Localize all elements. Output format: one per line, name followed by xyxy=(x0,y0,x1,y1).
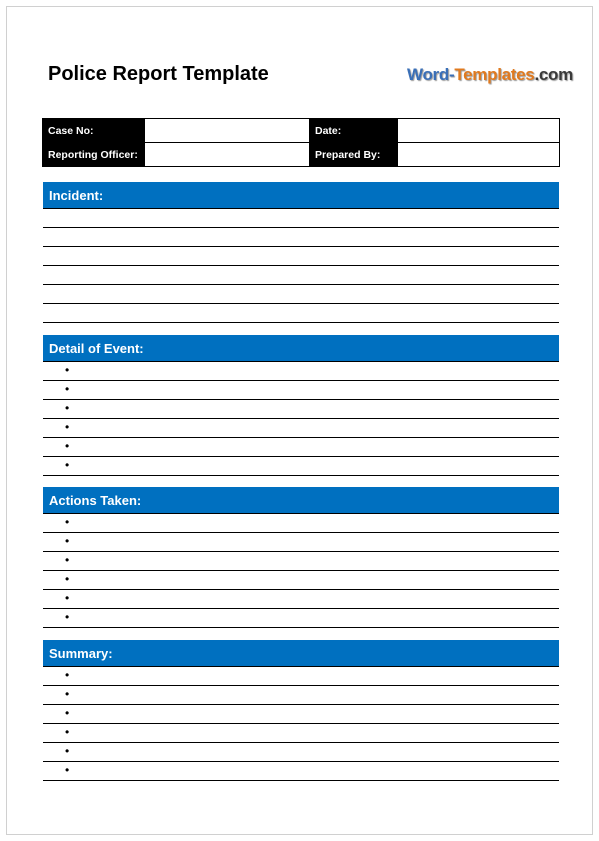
case-no-field[interactable] xyxy=(145,119,310,143)
bullet: • xyxy=(65,610,70,624)
bullet-line[interactable] xyxy=(43,514,559,533)
bullet-line[interactable] xyxy=(43,362,559,381)
bullet: • xyxy=(65,706,70,720)
bullet-line[interactable] xyxy=(43,762,559,781)
prepared-by-label: Prepared By: xyxy=(310,143,398,167)
brand-logo xyxy=(407,64,573,86)
logo-com: .com xyxy=(534,65,573,84)
bullet-line[interactable] xyxy=(43,438,559,457)
bullet-line[interactable] xyxy=(43,457,559,476)
bullet-line[interactable] xyxy=(43,400,559,419)
entry-line[interactable] xyxy=(43,285,559,304)
bullet-line[interactable] xyxy=(43,419,559,438)
bullet: • xyxy=(65,572,70,586)
bullet: • xyxy=(65,591,70,605)
bullet: • xyxy=(65,725,70,739)
date-label: Date: xyxy=(310,119,398,143)
entry-line[interactable] xyxy=(43,209,559,228)
bullet: • xyxy=(65,763,70,777)
section-actions-taken xyxy=(43,487,559,628)
bullet-line[interactable] xyxy=(43,533,559,552)
entry-line[interactable] xyxy=(43,247,559,266)
logo-templates: Templates xyxy=(454,65,535,84)
bullet: • xyxy=(65,687,70,701)
logo-dash: - xyxy=(448,65,455,84)
prepared-by-field[interactable] xyxy=(398,143,560,167)
bullet: • xyxy=(65,515,70,529)
section-heading: Actions Taken: xyxy=(43,487,559,514)
entry-line[interactable] xyxy=(43,228,559,247)
bullet-line[interactable] xyxy=(43,686,559,705)
bullet: • xyxy=(65,534,70,548)
bullet-line[interactable] xyxy=(43,381,559,400)
bullet: • xyxy=(65,420,70,434)
reporting-officer-field[interactable] xyxy=(145,143,310,167)
entry-line[interactable] xyxy=(43,304,559,323)
document-title: Police Report Template xyxy=(48,63,269,85)
reporting-officer-label: Reporting Officer: xyxy=(43,143,145,167)
bullet: • xyxy=(65,744,70,758)
entry-line[interactable] xyxy=(43,266,559,285)
bullet: • xyxy=(65,439,70,453)
bullet: • xyxy=(65,382,70,396)
bullet: • xyxy=(65,363,70,377)
logo-word: Word xyxy=(407,65,449,84)
bullet: • xyxy=(65,401,70,415)
section-summary xyxy=(43,640,559,781)
report-info-table xyxy=(42,118,560,167)
bullet-line[interactable] xyxy=(43,590,559,609)
bullet-line[interactable] xyxy=(43,552,559,571)
bullet: • xyxy=(65,553,70,567)
section-heading: Detail of Event: xyxy=(43,335,559,362)
case-no-label: Case No: xyxy=(43,119,145,143)
bullet: • xyxy=(65,458,70,472)
bullet: • xyxy=(65,668,70,682)
section-incident xyxy=(43,182,559,323)
section-detail-of-event xyxy=(43,335,559,476)
bullet-line[interactable] xyxy=(43,724,559,743)
bullet-line[interactable] xyxy=(43,667,559,686)
date-field[interactable] xyxy=(398,119,560,143)
section-heading: Summary: xyxy=(43,640,559,667)
bullet-line[interactable] xyxy=(43,705,559,724)
bullet-line[interactable] xyxy=(43,571,559,590)
section-heading: Incident: xyxy=(43,182,559,209)
bullet-line[interactable] xyxy=(43,609,559,628)
bullet-line[interactable] xyxy=(43,743,559,762)
